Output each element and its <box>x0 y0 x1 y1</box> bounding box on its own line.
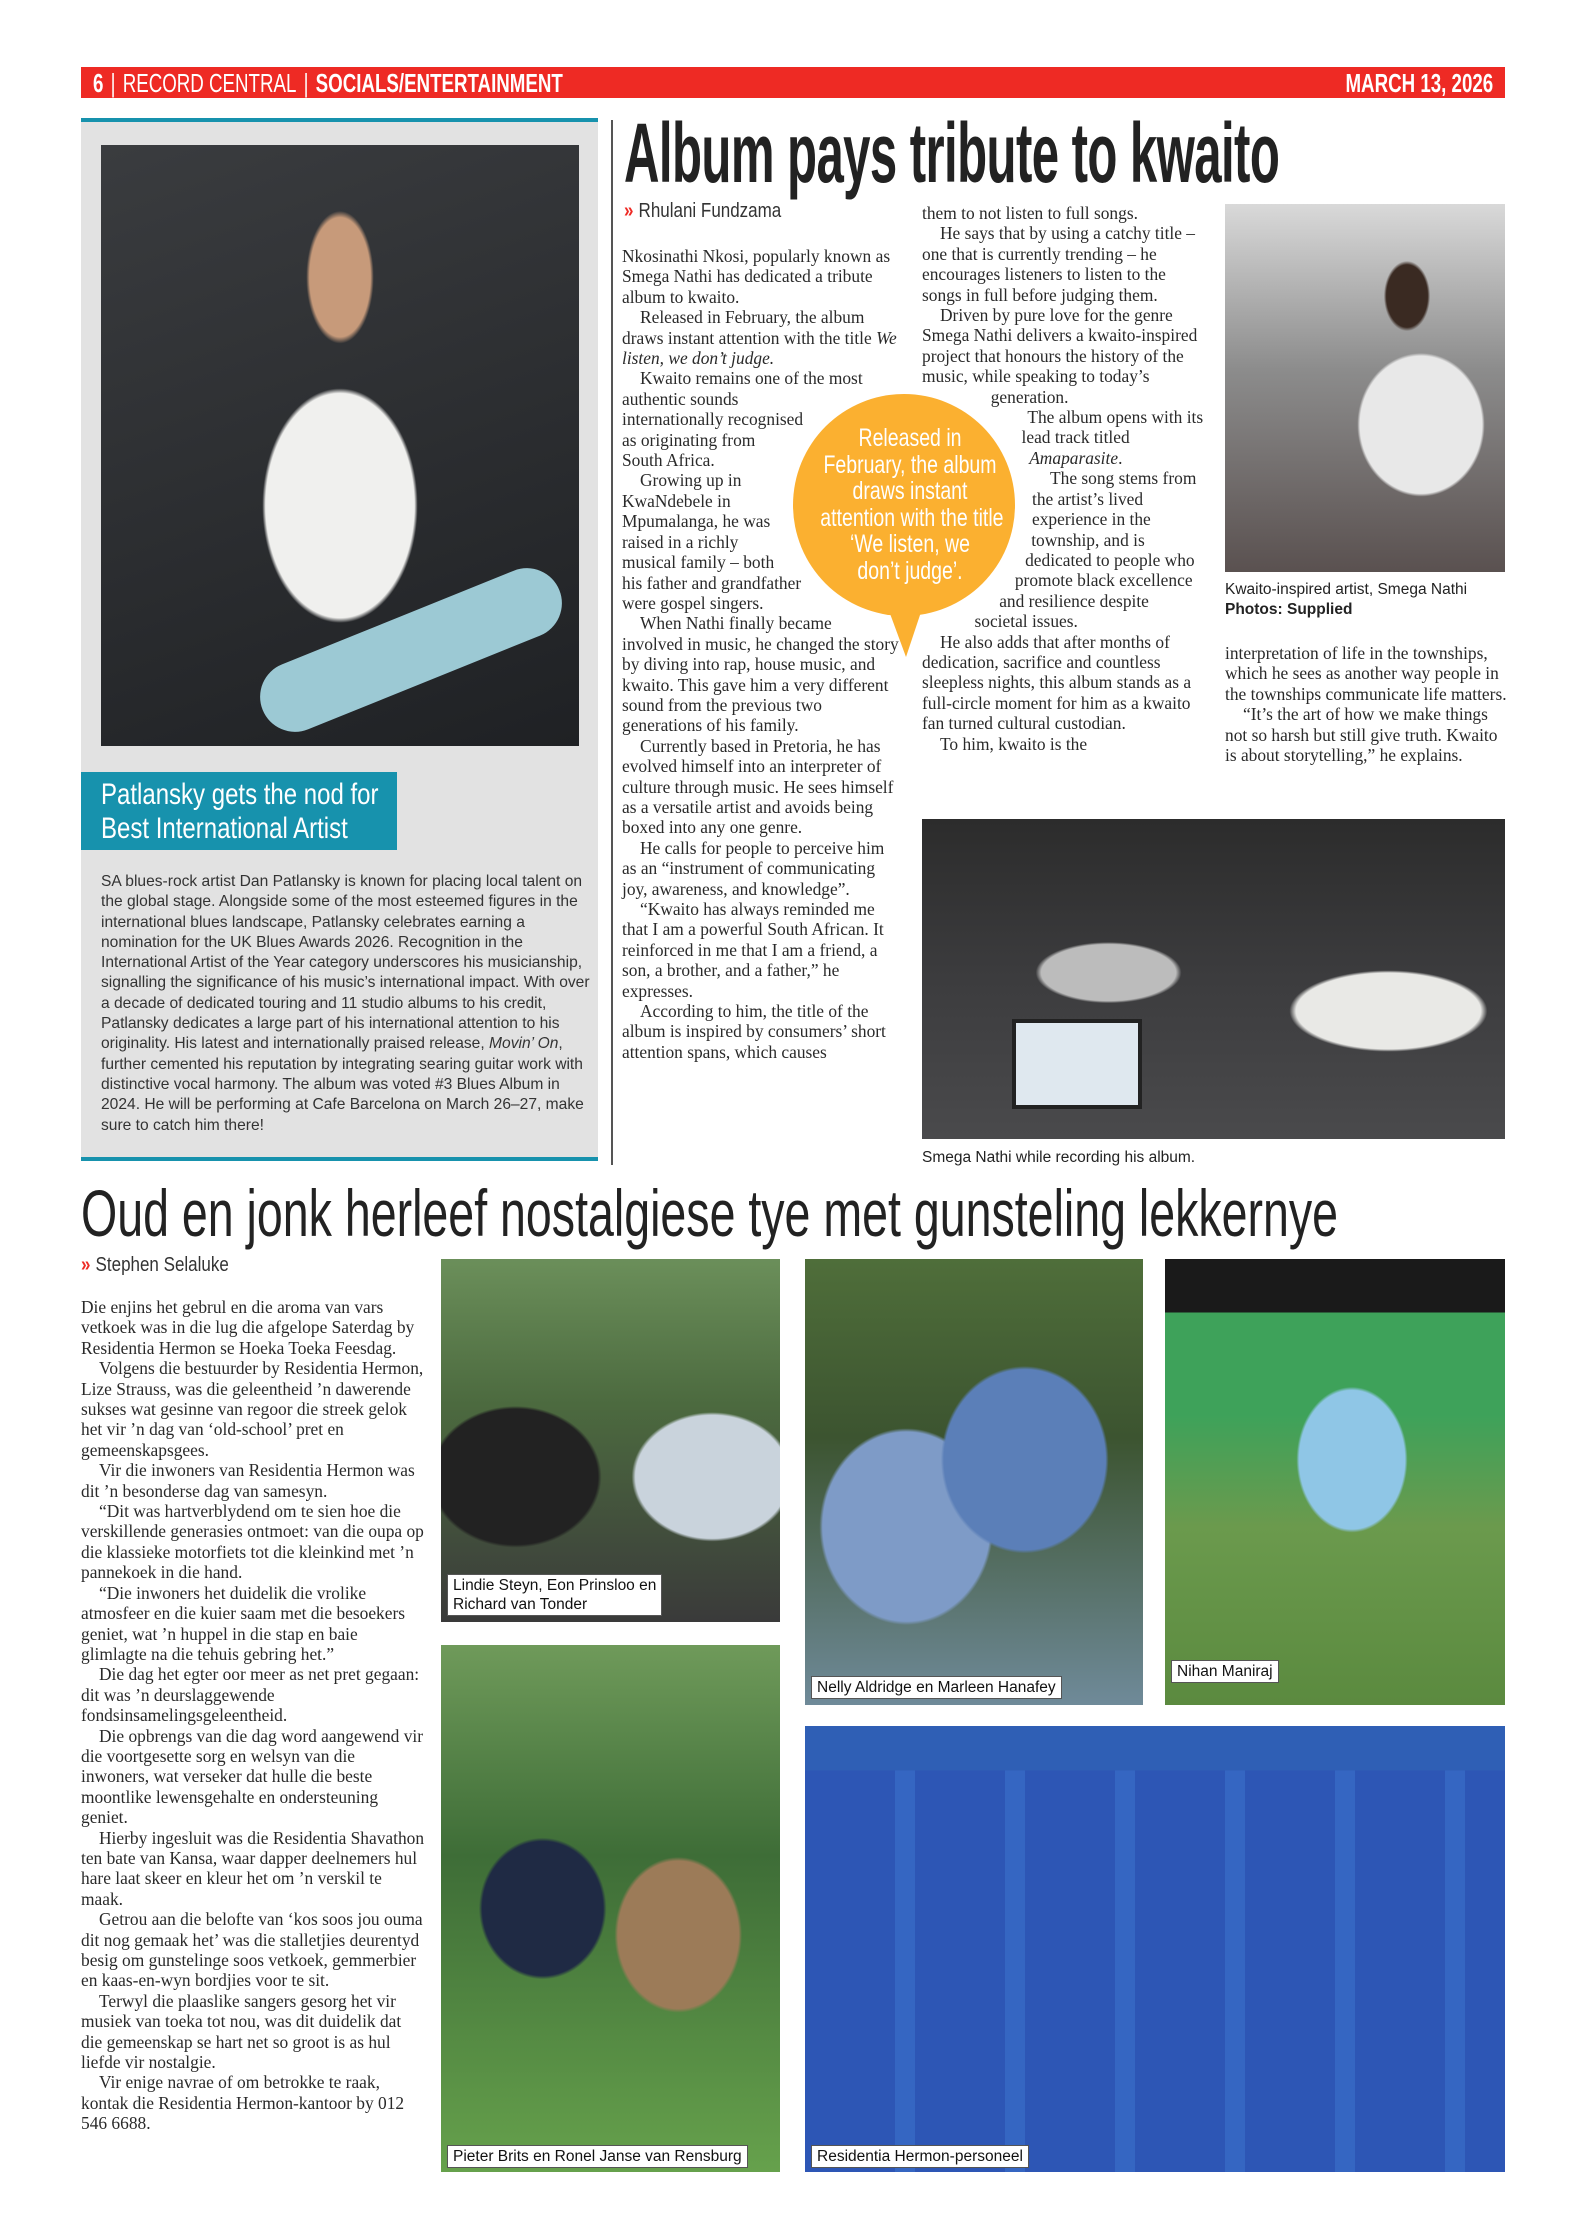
album-title: Movin’ On <box>489 1035 559 1053</box>
photo-caption <box>447 1574 662 1616</box>
page-number: 6 <box>93 68 104 98</box>
byline-name: Rhulani Fundzama <box>638 200 782 222</box>
paragraph: The song stems from the artist’s lived experience in the township, and is dedicated to people who promote black excellence and resilience despite societal issues. <box>974 468 1197 632</box>
quote-line: February, the album <box>823 450 997 479</box>
photo-caption <box>1225 580 1510 620</box>
paragraph: When Nathi finally became involved in music, he changed the story by diving into rap, house music, and kwaito. This gave him a very different sound from the previous two generations of his family. <box>622 613 899 736</box>
paragraph: “Kwaito has always reminded me that I am a powerful South African. It reinforced in me that I am a friend, a son, a brother, and a father,” he expresses. <box>622 899 884 1001</box>
paragraph: Die dag het egter oor meer as net pret gegaan: dit was ’n deurslaggewende fondsinsamelingsgeleentheid. <box>81 1664 420 1726</box>
paragraph: Kwaito remains one of the most authentic sounds internationally recognised as originating from South Africa. <box>622 368 863 471</box>
caption-line: Richard van Tonder <box>453 1596 588 1613</box>
paragraph <box>622 307 900 368</box>
quote-line: draws instant <box>852 477 968 505</box>
photo-caption: Nelly Aldridge en Marleen Hanafey <box>811 1676 1062 1699</box>
byline <box>81 1254 229 1277</box>
event-photo-nihan <box>1165 1259 1505 1705</box>
paragraph: them to not listen to full songs. <box>922 203 1138 223</box>
photo-caption: Residentia Hermon-personeel <box>811 2145 1029 2168</box>
section-name: SOCIALS/ENTERTAINMENT <box>315 68 563 98</box>
separator: | <box>303 68 309 98</box>
paragraph: Die opbrengs van die dag word aangewend vir die voortgesette sorg en welsyn van die inwoners, wat verseker dat hulle die beste moontlike lewensgehalte en ondersteuning geniet. <box>81 1725 424 1828</box>
paragraph: Growing up in KwaNdebele in Mpumalanga, he was raised in a richly musical family – both his father and grandfather were gospel singers. <box>622 470 802 613</box>
event-photo-couple <box>441 1645 780 2172</box>
event-photo-two-women <box>805 1259 1143 1705</box>
paragraph: Volgens die bestuurder by Residentia Hermon, Lize Strauss, was die geleentheid ’n dawerende sukses wat gesinne van regoor die streek gelok het vir ’n dag van ‘old-school’ pret en gemeenskapsgees. <box>81 1358 424 1460</box>
quote-line: don’t judge’. <box>857 556 963 585</box>
second-headline: Oud en jonk herleef nostalgiese tye met gunsteling lekkernye <box>81 1176 1339 1250</box>
column-divider <box>611 120 613 1165</box>
headline-line: Best International Artist <box>101 812 348 845</box>
separator: | <box>110 68 116 98</box>
paragraph: Hierby ingesluit was die Residentia Shavathon ten bate van Kansa, waar dapper deelnemers hul hare laat skeer en kleur het om ’n verskil te maak. <box>81 1827 425 1909</box>
paragraph: According to him, the title of the album is inspired by consumers’ short attention spans, which causes <box>622 1001 886 1062</box>
pull-quote-text <box>795 425 1025 584</box>
paragraph: interpretation of life in the townships, which he sees as another way people in the townships communicate life matters. <box>1225 643 1507 704</box>
paragraph: He says that by using a catchy title – one that is currently trending – he encourages listeners to listen to the songs in full before judging them. <box>922 223 1196 305</box>
body-text: , further cemented his reputation by integrating searing guitar work with distinctive vocal harmony. The album was voted #3 Blues Album in 2024. He will be performing at Cafe Barcelona on March 26–27, make sure to catch him there! <box>101 1035 584 1134</box>
headline-line: Patlansky gets the nod for <box>101 778 379 811</box>
event-photo-trio <box>441 1259 780 1622</box>
track-title: Amaparasite <box>1029 447 1119 468</box>
paragraph: “It’s the art of how we make things not so harsh but still give truth. Kwaito is about storytelling,” he explains. <box>1225 704 1498 766</box>
event-photo-staff <box>805 1726 1505 2172</box>
paragraph: Terwyl die plaaslike sangers gesorg het vir musiek van toeka tot nou, was dit duidelik dat die gemeenskap se hart net so groot is as hul liefde vir nostalgie. <box>81 1990 402 2073</box>
paragraph: He also adds that after months of dedication, sacrifice and countless sleepless nights, this album stands as a full-circle moment for him as a kwaito fan turned cultural custodian. <box>922 631 1192 734</box>
quote-line: attention with the title <box>820 503 1004 532</box>
caption-text: Kwaito-inspired artist, Smega Nathi <box>1225 581 1468 598</box>
text: Released in February, the album draws instant attention with the title <box>622 307 877 348</box>
sidebar-body <box>101 872 591 1136</box>
body-text: SA blues-rock artist Dan Patlansky is known for placing local talent on the global stage. Alongside some of the most esteemed figures in the international blues landscape, Patlansky celebrates earning a nomination for the UK Blues Awards 2026. Recognition in the International Artist of the Year category underscores his musicianship, signalling the significance of his music’s international impact. With over a decade of dedicated touring and 11 studio albums to his credit, Patlansky dedicates a large part of his international attention to his originality. His latest and internationally praised release, <box>101 873 590 1053</box>
photo-credit: Photos: Supplied <box>1225 601 1353 618</box>
paragraph: Vir die inwoners van Residentia Hermon was dit ’n besonderse dag van samesyn. <box>81 1460 415 1501</box>
article-column-3 <box>1225 643 1510 765</box>
page-header-bar <box>81 67 1505 98</box>
sidebar-headline <box>81 772 397 850</box>
smega-nathi-portrait-photo <box>1225 204 1505 572</box>
guitar-shape <box>250 558 573 743</box>
quote-line: Released in <box>858 424 962 452</box>
album-title: We listen, we don’t judge. <box>622 327 897 369</box>
byline <box>624 200 781 223</box>
photo-caption: Smega Nathi while recording his album. <box>922 1149 1196 1166</box>
publication-name: RECORD CENTRAL <box>122 68 297 98</box>
paragraph: To him, kwaito is the <box>940 733 1088 754</box>
double-chevron-right-icon: » <box>624 200 634 222</box>
byline-name: Stephen Selaluke <box>95 1254 229 1276</box>
paragraph: Currently based in Pretoria, he has evolved himself into an interpreter of culture through music. He sees himself as a versatile artist and avoids being boxed into any one genre. <box>622 735 894 838</box>
paragraph: “Dit was hartverblydend om te sien hoe die verskillende generasies ontmoet: van die oupa op die klassieke motorfiets tot die kleinkind met ’n pannekoek in die hand. <box>81 1501 424 1583</box>
main-headline: Album pays tribute to kwaito <box>624 106 1280 200</box>
paragraph: Getrou aan die belofte van ‘kos soos jou ouma dit nog gemaak het’ was die stalletjies deurentyd besig om gunstelinge soos vetkoek, gemmerbier en kaas-en-wyn bordjies voor te sit. <box>81 1909 423 1991</box>
afrikaans-article-column <box>81 1297 426 2134</box>
paragraph: Nkosinathi Nkosi, popularly known as Smega Nathi has dedicated a tribute album to kwaito. <box>622 246 891 307</box>
quote-line: ‘We listen, we <box>850 530 970 558</box>
paragraph: Die enjins het gebrul en die aroma van vars vetkoek was in die lug die afgelope Saterdag by Residentia Hermon se Hoeka Toeka Feesdag. <box>81 1297 415 1358</box>
photo-caption: Nihan Maniraj <box>1171 1660 1279 1683</box>
caption-line: Lindie Steyn, Eon Prinsloo en <box>453 1577 657 1594</box>
paragraph: Driven by pure love for the genre Smega Nathi delivers a kwaito-inspired project that honours the history of the music, while speaking to today’s generation. <box>922 305 1198 407</box>
text: . <box>1118 447 1123 468</box>
paragraph: “Die inwoners het duidelik die vrolike atmosfeer en die kuier saam met die besoekers geniet, wat ’n huppel in die stap en baie glimlagte na die tehuis gebring het.” <box>81 1582 406 1664</box>
double-chevron-right-icon: » <box>81 1254 91 1276</box>
dan-patlansky-photo <box>101 145 579 746</box>
paragraph: He calls for people to perceive him as an “instrument of communicating joy, awareness, and knowledge”. <box>622 837 885 899</box>
issue-date: MARCH 13, 2026 <box>1345 68 1493 98</box>
recording-studio-photo <box>922 819 1505 1139</box>
photo-caption: Pieter Brits en Ronel Janse van Rensburg <box>447 2145 748 2168</box>
text: The album opens with its lead track titled <box>1021 407 1204 448</box>
monitor-shape <box>1012 1019 1142 1109</box>
paragraph: Vir enige navrae of om betrokke te raak, kontak die Residentia Hermon-kantoor by 012 546 6688. <box>81 2072 405 2134</box>
